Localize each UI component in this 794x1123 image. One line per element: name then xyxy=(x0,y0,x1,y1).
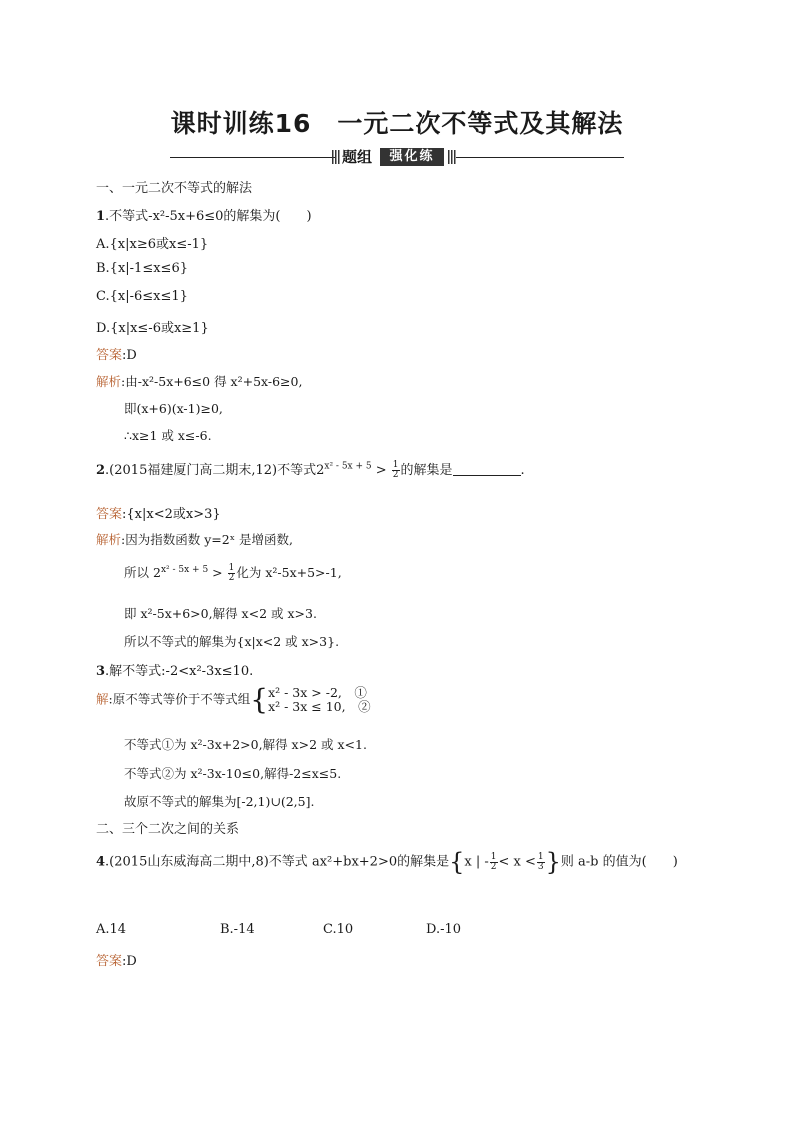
question-number: 2 xyxy=(96,463,106,478)
q1-answer xyxy=(96,344,137,363)
q2-analysis-line-4: 所以不等式的解集为{x|x<2 或 x>3}. xyxy=(124,634,340,649)
system-row-2: x² - 3x ≤ 10, ② xyxy=(268,699,371,714)
analysis-text: :由-x²-5x+6≤0 得 x²+5x-6≥0, xyxy=(121,374,303,389)
gt-sign: > xyxy=(208,565,227,580)
solution-text: :原不等式等价于不等式组 xyxy=(108,691,251,707)
banner-line-left xyxy=(170,157,336,158)
answer-blank[interactable] xyxy=(453,463,521,476)
set-brace-close: } xyxy=(545,848,561,876)
analysis-prefix: 所以 xyxy=(124,565,150,580)
question-stem: .(2015福建厦门高二期末,12)不等式 xyxy=(105,463,317,478)
question-number: 4 xyxy=(96,854,106,870)
q4-option-a: A.14 xyxy=(96,922,127,937)
answer-label: 答案 xyxy=(96,954,123,969)
q1-option-a: A.{x|x≥6或x≤-1} xyxy=(96,237,209,252)
q1-option-d: D.{x|x≤-6或x≥1} xyxy=(96,321,209,336)
q4-answer xyxy=(96,950,137,969)
q4-option-c: C.10 xyxy=(323,922,354,937)
answer-label: 答案 xyxy=(96,348,123,363)
q4-option-d: D.-10 xyxy=(426,922,462,937)
question-stem-tail: 的解集是 xyxy=(400,463,453,478)
question-stem: .(2015山东威海高二期中,8)不等式 ax²+bx+2>0的解集是 xyxy=(105,854,450,870)
question-stem: .不等式-x²-5x+6≤0的解集为( ) xyxy=(105,209,312,224)
q3-solution-line-4: 故原不等式的解集为[-2,1)∪(2,5]. xyxy=(124,794,315,809)
left-brace: { xyxy=(250,683,269,716)
numerator: 1 xyxy=(228,563,235,573)
fraction-half xyxy=(228,564,236,583)
q1-option-b: B.{x|-1≤x≤6} xyxy=(96,261,188,276)
denominator: 2 xyxy=(392,470,399,480)
set-brace-open: { xyxy=(449,848,465,876)
section-heading-1: 一、一元二次不等式的解法 xyxy=(96,181,253,196)
question-number: 3 xyxy=(96,664,106,679)
question-number: 1 xyxy=(96,209,106,224)
banner-tag: 强化练 xyxy=(380,148,444,166)
q2-analysis-line-3: 即 x²-5x+6>0,解得 x<2 或 x>3. xyxy=(124,606,317,621)
denominator: 3 xyxy=(537,861,544,872)
numerator: 1 xyxy=(490,851,497,862)
banner-decoration-right xyxy=(448,150,456,164)
analysis-suffix: 化为 x²-5x+5>-1, xyxy=(236,565,342,580)
q3-solution-line-1 xyxy=(96,683,371,716)
banner-label: 题组 xyxy=(342,148,373,166)
exponent-base: 2 xyxy=(149,565,161,580)
q2-analysis-line-1 xyxy=(96,530,293,548)
q2-answer xyxy=(96,503,221,522)
analysis-text: :因为指数函数 y=2ˣ 是增函数, xyxy=(121,532,293,547)
q1-analysis-line-1 xyxy=(96,372,302,390)
question-stem: .解不等式:-2<x²-3x≤10. xyxy=(105,664,254,679)
q2-analysis-line-2 xyxy=(124,563,342,583)
banner-line-right xyxy=(456,157,624,158)
q4-option-b: B.-14 xyxy=(220,922,255,937)
q1-analysis-line-3: ∴x≥1 或 x≤-6. xyxy=(124,428,212,443)
answer-label: 答案 xyxy=(96,507,123,522)
banner-decoration-left xyxy=(332,150,340,164)
q3-solution-line-3: 不等式②为 x²-3x-10≤0,解得-2≤x≤5. xyxy=(124,766,342,781)
exponent: x² - 5x + 5 xyxy=(324,461,372,472)
answer-value: :D xyxy=(122,954,137,969)
fraction-third xyxy=(537,853,545,872)
fraction-half xyxy=(490,853,498,872)
section-heading-2: 二、三个二次之间的关系 xyxy=(96,822,240,837)
set-expr-middle: < x < xyxy=(498,854,536,870)
system-row-1: x² - 3x > -2, ① xyxy=(268,685,367,700)
set-expr: x | - xyxy=(464,854,489,870)
question-stem-tail: 则 a-b 的值为( ) xyxy=(560,854,678,870)
numerator: 1 xyxy=(392,460,399,470)
page-title: 课时训练16 一元二次不等式及其解法 xyxy=(170,109,624,138)
gt-sign: > xyxy=(371,463,391,478)
q3-solution-line-2: 不等式①为 x²-3x+2>0,解得 x>2 或 x<1. xyxy=(124,737,367,752)
period: . xyxy=(520,463,525,478)
question-3 xyxy=(96,660,253,679)
exponent: x² - 5x + 5 xyxy=(160,564,209,575)
inequality-system xyxy=(268,686,371,714)
exponent-base: 2 xyxy=(316,463,325,478)
analysis-label: 解析 xyxy=(96,532,122,547)
answer-value: :{x|x<2或x>3} xyxy=(122,507,221,522)
question-4 xyxy=(96,850,678,874)
question-2 xyxy=(96,459,525,480)
fraction-half xyxy=(392,461,400,480)
question-1 xyxy=(96,205,312,224)
q1-option-c: C.{x|-6≤x≤1} xyxy=(96,289,188,304)
analysis-label: 解析 xyxy=(96,374,122,389)
denominator: 2 xyxy=(490,861,497,872)
q1-analysis-line-2: 即(x+6)(x-1)≥0, xyxy=(124,401,223,416)
solution-label: 解 xyxy=(96,691,109,707)
section-banner xyxy=(170,147,624,167)
denominator: 2 xyxy=(228,573,235,583)
answer-value: :D xyxy=(122,348,137,363)
numerator: 1 xyxy=(537,851,544,862)
